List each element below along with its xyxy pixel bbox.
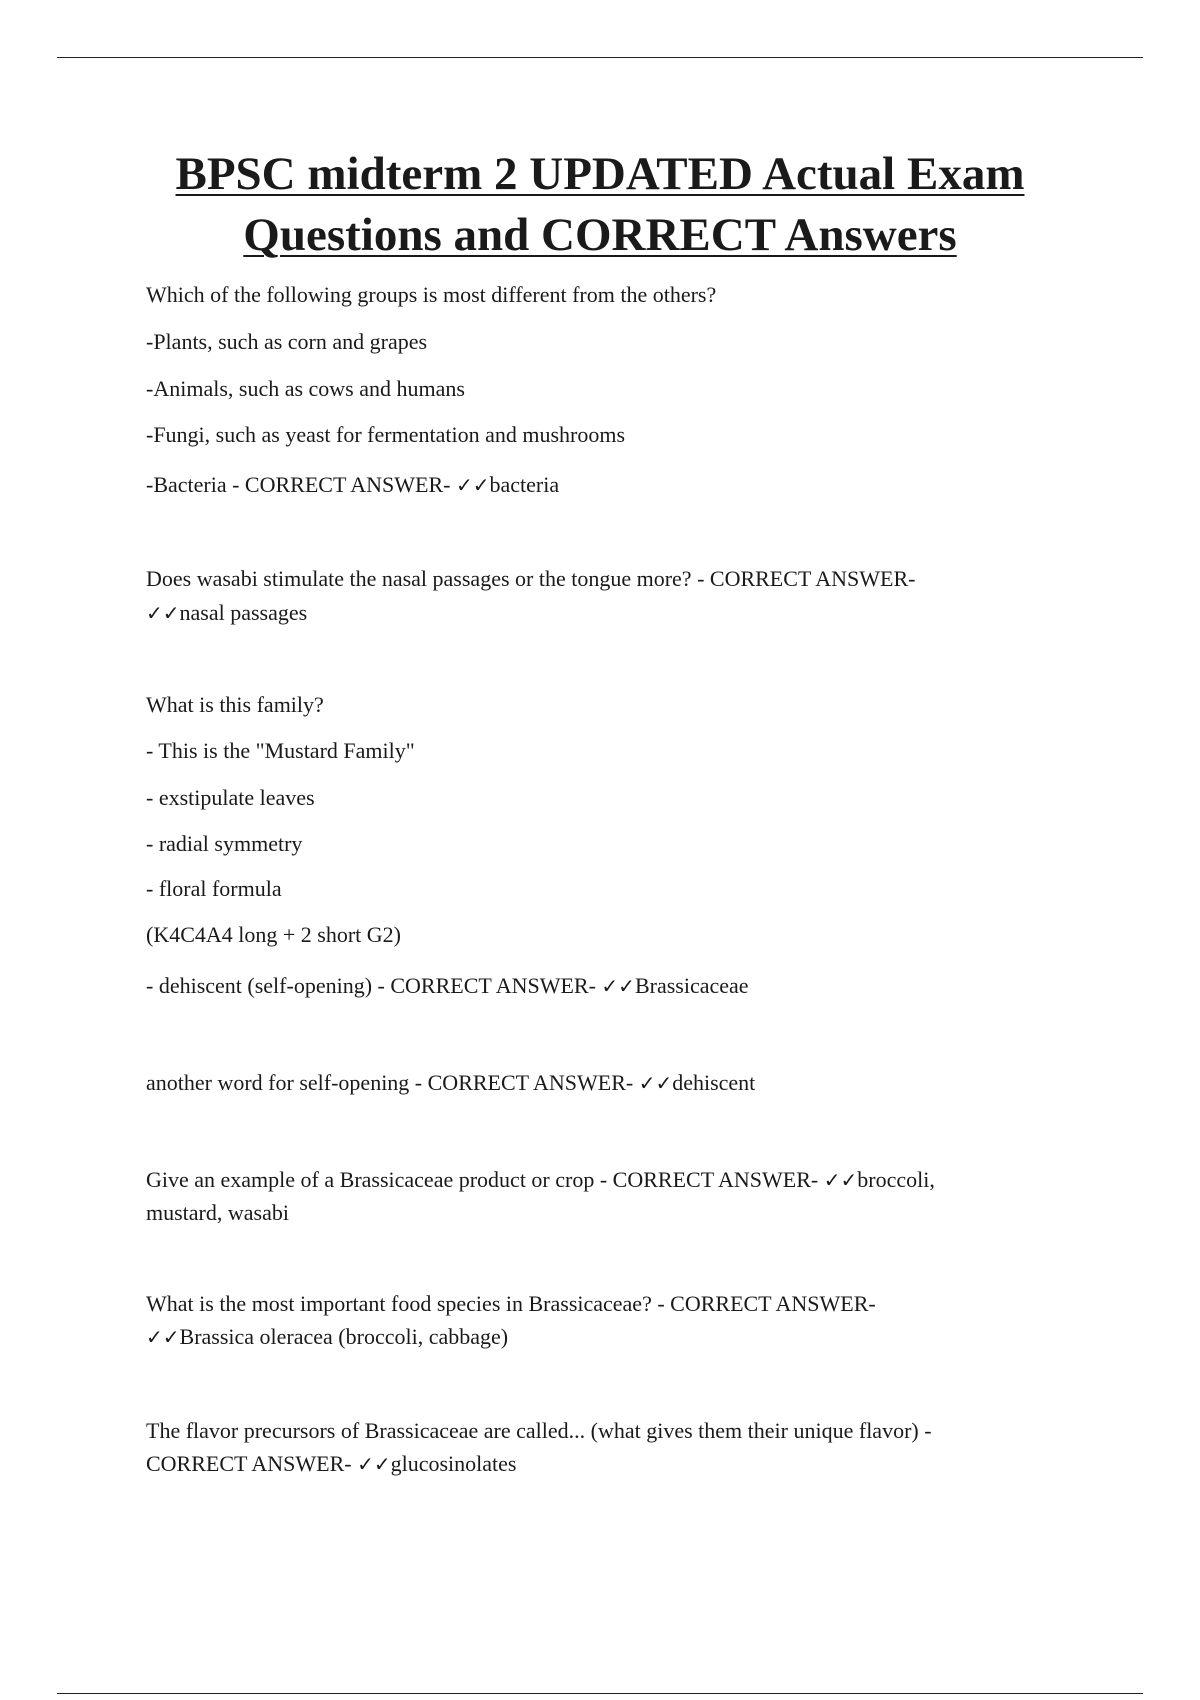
- clue-text: - This is the "Mustard Family": [146, 738, 415, 763]
- answer-line: [146, 468, 559, 502]
- answer-line: [146, 1447, 516, 1481]
- clue-text: - radial symmetry: [146, 831, 303, 856]
- answer-line: [146, 1163, 935, 1197]
- question-text: Give an example of a Brassicaceae product or crop - CORRECT ANSWER-: [146, 1167, 824, 1192]
- answer-prefix: - dehiscent (self-opening) - CORRECT ANSWER-: [146, 973, 602, 998]
- question-text: Does wasabi stimulate the nasal passages or the tongue more? - CORRECT ANSWER-: [146, 566, 916, 591]
- checkmark-icon: ✓✓: [638, 1071, 673, 1095]
- question-text: Which of the following groups is most different from the others?: [146, 282, 717, 307]
- question-text: What is the most important food species in Brassicaceae? - CORRECT ANSWER-: [146, 1291, 876, 1316]
- checkmark-icon: ✓✓: [146, 1325, 180, 1349]
- question-text: another word for self-opening - CORRECT ANSWER-: [146, 1070, 639, 1095]
- clue-text: - exstipulate leaves: [146, 785, 315, 810]
- top-rule: [57, 57, 1143, 58]
- title-line-1: BPSC midterm 2 UPDATED Actual Exam: [175, 148, 1025, 200]
- checkmark-icon: ✓✓: [357, 1452, 391, 1476]
- answer-text: Brassicaceae: [634, 973, 749, 998]
- answer-text: dehiscent: [672, 1070, 756, 1095]
- answer-prefix: CORRECT ANSWER-: [146, 1451, 358, 1476]
- answer-line: [146, 969, 749, 1003]
- question-text: What is this family?: [146, 692, 324, 717]
- answer-prefix: -Bacteria - CORRECT ANSWER-: [146, 472, 456, 497]
- option-text: -Animals, such as cows and humans: [146, 376, 465, 401]
- option-text: -Fungi, such as yeast for fermentation and mushrooms: [146, 422, 626, 447]
- answer-text: nasal passages: [179, 600, 308, 625]
- answer-text: bacteria: [489, 472, 560, 497]
- document-title: [0, 144, 1200, 266]
- answer-text: broccoli,: [857, 1167, 935, 1192]
- answer-text: Brassica oleracea (broccoli, cabbage): [179, 1324, 509, 1349]
- answer-line: [146, 1320, 508, 1354]
- checkmark-icon: ✓✓: [823, 1168, 858, 1192]
- answer-line: [146, 1066, 755, 1100]
- bottom-rule: [57, 1693, 1143, 1694]
- clue-text: - floral formula: [146, 876, 282, 901]
- question-text: The flavor precursors of Brassicaceae are called... (what gives them their unique flavor) -: [146, 1418, 932, 1443]
- option-text: -Plants, such as corn and grapes: [146, 329, 428, 354]
- answer-continuation: mustard, wasabi: [146, 1200, 289, 1225]
- title-line-2: Questions and CORRECT Answers: [243, 209, 957, 261]
- checkmark-icon: ✓✓: [601, 974, 635, 998]
- checkmark-icon: ✓✓: [456, 473, 490, 497]
- clue-text: (K4C4A4 long + 2 short G2): [146, 922, 402, 947]
- answer-text: glucosinolates: [390, 1451, 517, 1476]
- answer-line: [146, 596, 307, 630]
- checkmark-icon: ✓✓: [146, 601, 180, 625]
